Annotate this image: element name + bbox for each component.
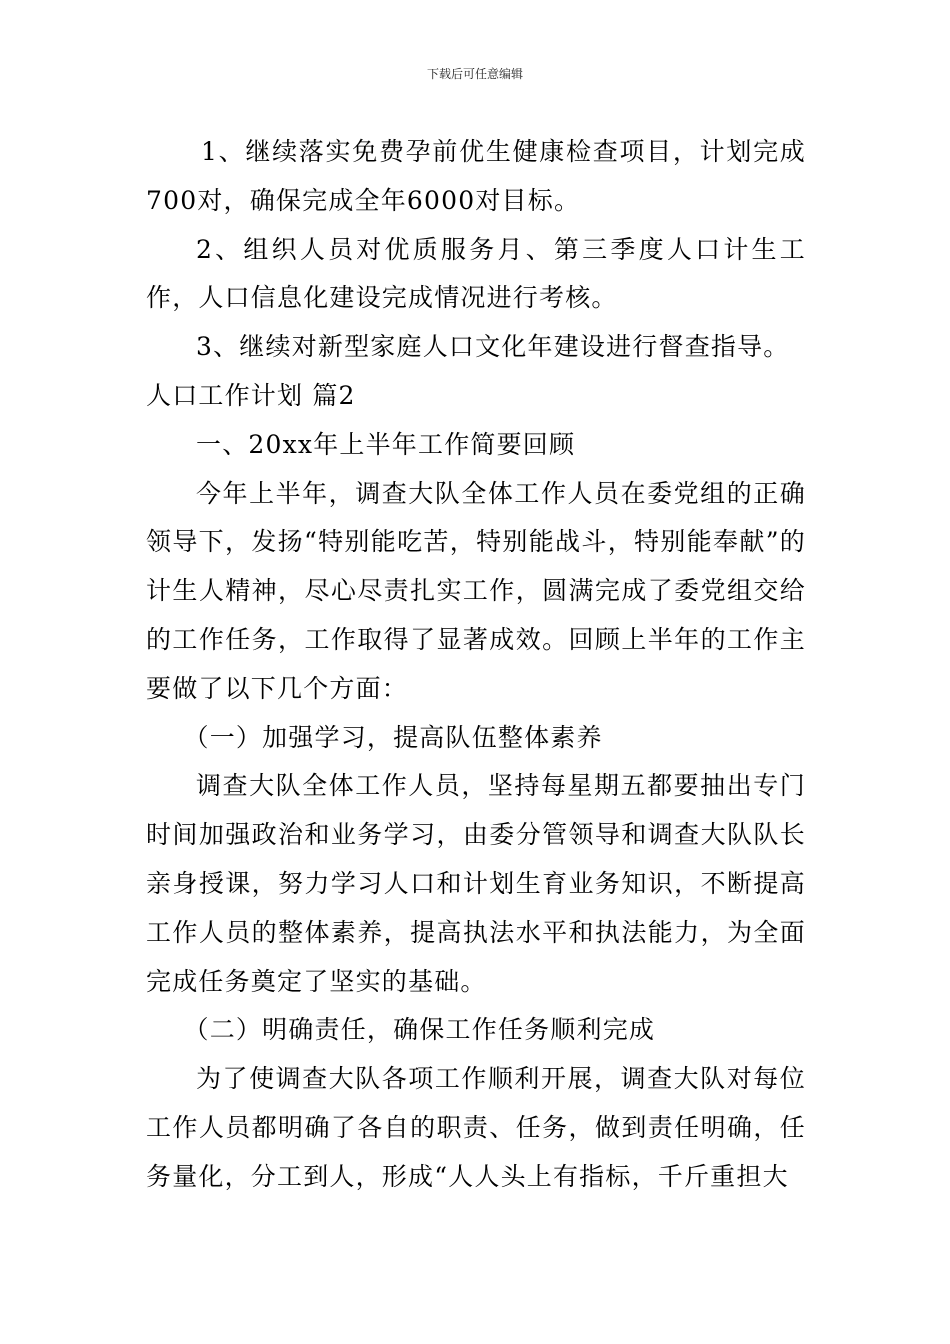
- section-heading-review: 一、20xx年上半年工作简要回顾: [196, 429, 576, 459]
- subheading-responsibility: （二）明确责任，确保工作任务顺利完成: [183, 1015, 656, 1045]
- paragraph-item-2: 2、组织人员对优质服务月、第三季度人口计生工作，人口信息化建设完成情况进行考核。: [146, 234, 806, 313]
- section-title: 人口工作计划 篇2: [146, 380, 356, 410]
- subheading-study: （一）加强学习，提高队伍整体素养: [183, 722, 603, 752]
- document-body: [146, 128, 806, 1202]
- paragraph-review-intro: 今年上半年，调查大队全体工作人员在委党组的正确领导下，发扬“特别能吃苦，特别能战斗，特别能奉献”的计生人精神，尽心尽责扎实工作，圆满完成了委党组交给的工作任务，工作取得了显著成效。回顾上半年的工作主要做了以下几个方面：: [146, 478, 806, 703]
- paragraph-item-1: 1、继续落实免费孕前优生健康检查项目，计划完成700对，确保完成全年6000对目标。: [146, 137, 806, 215]
- paragraph-study: 调查大队全体工作人员，坚持每星期五都要抽出专门时间加强政治和业务学习，由委分管领导和调查大队队长亲身授课，努力学习人口和计划生育业务知识，不断提高工作人员的整体素养，提高执法水平和执法能力，为全面完成任务奠定了坚实的基础。: [146, 771, 806, 996]
- page-header-note: 下载后可任意编辑: [426, 67, 523, 81]
- paragraph-responsibility: 为了使调查大队各项工作顺利开展，调查大队对每位工作人员都明确了各自的职责、任务，做到责任明确，任务量化，分工到人，形成“人人头上有指标，千斤重担大: [146, 1064, 806, 1191]
- paragraph-item-3: 3、继续对新型家庭人口文化年建设进行督查指导。: [196, 332, 790, 362]
